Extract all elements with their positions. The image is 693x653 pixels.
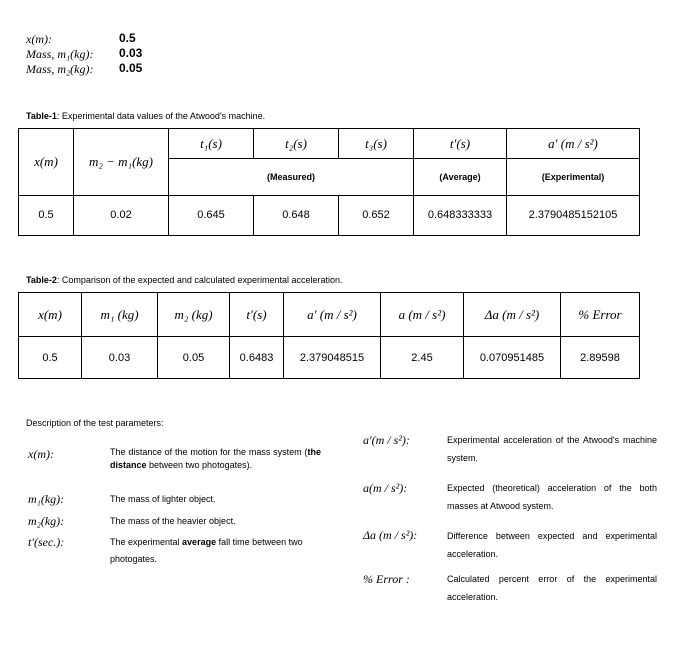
desc-text-m2: The mass of the heavier object. [110, 516, 236, 526]
table-cell: 0.5 [19, 195, 74, 235]
table-row [19, 195, 640, 235]
desc-symbol-aprime: a′(m / s²): [363, 433, 410, 447]
desc-symbol-delta-a: Δa (m / s²): [363, 528, 418, 542]
desc-text-error: Calculated percent error of the experimental acceleration. [447, 574, 657, 602]
table-cell: 0.05 [158, 337, 230, 379]
table-cell: 0.03 [82, 337, 158, 379]
desc-text-x [110, 446, 321, 472]
table2 [18, 292, 640, 379]
desc-text-delta-a: Difference between expected and experimental acceleration. [447, 531, 657, 559]
table-cell: 0.645 [169, 195, 254, 235]
desc-text-m1: The mass of lighter object. [110, 494, 216, 504]
desc-text-tprime [110, 534, 324, 568]
t2-header-tprime: t′(s) [230, 293, 284, 337]
t2-header-aprime: a′ (m / s²) [284, 293, 381, 337]
desc-symbol-a: a(m / s²): [363, 481, 408, 495]
t1-header-t1: t₁(s) [169, 129, 254, 159]
desc-bold: average [182, 537, 217, 547]
desc-text: The distance of the motion for the mass system ( [110, 447, 308, 457]
t1-header-aprime: a′ (m / s²) [507, 129, 640, 159]
desc-text-a: Expected (theoretical) acceleration of the both masses at Atwood system. [447, 483, 657, 511]
desc-symbol-x: x(m): [28, 447, 54, 461]
param-label: x(m): [26, 32, 52, 46]
t2-header-a: a (m / s²) [381, 293, 464, 337]
table-cell: 0.652 [339, 195, 414, 235]
param-label: Mass, m₁(kg): [26, 47, 94, 61]
table-cell: 0.5 [19, 337, 82, 379]
param-value: 0.05 [119, 61, 143, 75]
t1-header-mass-diff: m₂ − m₁(kg) [74, 129, 169, 196]
t1-header-x: x(m) [19, 129, 74, 196]
desc-symbol-m1: m₁(kg): [28, 492, 65, 506]
t1-header-tprime: t′(s) [414, 129, 507, 159]
table2-caption [26, 275, 343, 285]
caption-label: Table-1 [26, 111, 57, 121]
description-heading: Description of the test parameters: [26, 418, 164, 428]
caption-text: : Comparison of the expected and calculated experimental acceleration. [56, 275, 343, 285]
caption-label: Table-2 [26, 275, 57, 285]
desc-symbol-tprime: t′(sec.): [28, 535, 65, 549]
desc-text: between two photogates). [146, 460, 253, 470]
table-cell: 2.379048515 [284, 337, 381, 379]
table-cell: 0.648 [254, 195, 339, 235]
desc-text: fall time between two photogates. [110, 537, 303, 564]
param-value: 0.5 [119, 31, 136, 45]
desc-symbol-m2: m₂(kg): [28, 514, 65, 528]
table-cell: 0.070951485 [464, 337, 561, 379]
t2-header-x: x(m) [19, 293, 82, 337]
param-label: Mass, m₂(kg): [26, 62, 94, 76]
table-row [19, 337, 640, 379]
table-cell: 2.3790485152105 [507, 195, 640, 235]
desc-bold: the distance [110, 447, 321, 470]
t2-header-m2: m₂ (kg) [158, 293, 230, 337]
table-cell: 0.6483 [230, 337, 284, 379]
desc-symbol-error: % Error : [363, 572, 410, 586]
t2-header-delta-a: Δa (m / s²) [464, 293, 561, 337]
t1-subheader-average: (Average) [414, 159, 507, 195]
table-cell: 2.89598 [561, 337, 640, 379]
desc-text-aprime: Experimental acceleration of the Atwood's machine system. [447, 435, 657, 463]
table-cell: 0.648333333 [414, 195, 507, 235]
table-cell: 2.45 [381, 337, 464, 379]
param-value: 0.03 [119, 46, 143, 60]
t1-subheader-measured: (Measured) [169, 159, 414, 195]
caption-text: : Experimental data values of the Atwood's machine. [56, 111, 266, 121]
t2-header-error: % Error [561, 293, 640, 337]
table1 [18, 128, 640, 236]
t1-header-t3: t₃(s) [339, 129, 414, 159]
t1-subheader-experimental: (Experimental) [507, 159, 640, 195]
table1-caption [26, 111, 265, 121]
table-cell: 0.02 [74, 195, 169, 235]
t1-header-t2: t₂(s) [254, 129, 339, 159]
desc-text: The experimental [110, 537, 183, 547]
t2-header-m1: m₁ (kg) [82, 293, 158, 337]
